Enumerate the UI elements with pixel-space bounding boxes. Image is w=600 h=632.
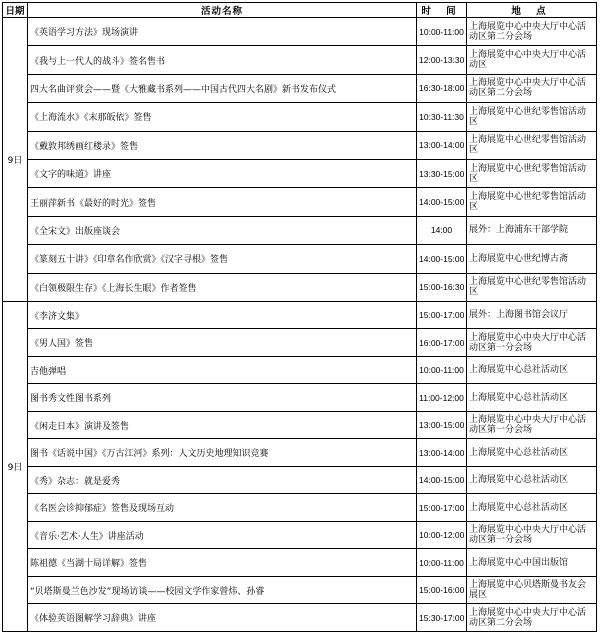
event-time-cell: 14:00-15:00 — [417, 466, 467, 494]
event-time-cell: 13:00-14:00 — [417, 131, 467, 159]
event-title-cell: “贝塔斯曼兰色沙发”现场访谈——校园文学作家曾炜、孙睿 — [28, 576, 417, 604]
event-time-cell: 15:30-17:00 — [417, 604, 467, 632]
event-title-cell: 《篆刻五十讲》《印章名作欣赏》《汉字寻根》签售 — [28, 245, 417, 273]
header-time: 时 间 — [417, 3, 467, 18]
event-title-cell: 《闲走日本》演讲及签售 — [28, 411, 417, 439]
event-time-cell: 14:00-15:00 — [417, 245, 467, 273]
event-place-cell: 上海展览中心中央大厅中心活动区第二分会场 — [467, 18, 597, 46]
event-title-cell: 《音乐·艺术·人生》讲座活动 — [28, 521, 417, 549]
event-title-cell: 《全宋文》出版座谈会 — [28, 216, 417, 244]
event-title-cell: 王丽萍新书《最好的时光》签售 — [28, 188, 417, 216]
table-row — [3, 494, 597, 522]
event-schedule-table — [2, 2, 597, 632]
event-title-cell: 图书《话说中国》《万古江河》系列：人文历史地理知识竞赛 — [28, 439, 417, 467]
table-row — [3, 521, 597, 549]
table-row — [3, 604, 597, 632]
header-row — [3, 3, 597, 18]
event-time-cell: 15:00-17:00 — [417, 494, 467, 522]
event-place-cell: 上海展览中心中央大厅中心活动区 — [467, 46, 597, 74]
event-time-cell: 14:00-15:00 — [417, 188, 467, 216]
event-place-cell: 上海展览中心世纪博古斋 — [467, 245, 597, 273]
event-place-cell: 上海展览中心中央大厅中心活动区第二分会场 — [467, 604, 597, 632]
event-place-cell: 上海展览中心贝塔斯曼书友会展区 — [467, 576, 597, 604]
event-title-cell: 《英语学习方法》现场演讲 — [28, 18, 417, 46]
event-title-cell: 《我与上一代人的战斗》签名售书 — [28, 46, 417, 74]
event-title-cell: 四大名曲评赏会——暨《大雅藏书系列——中国古代四大名剧》新书发布仪式 — [28, 74, 417, 102]
table-row — [3, 384, 597, 412]
event-place-cell: 上海展览中心总社活动区 — [467, 384, 597, 412]
event-title-cell: 吉他弹唱 — [28, 356, 417, 384]
table-row — [3, 576, 597, 604]
table-row — [3, 549, 597, 577]
event-time-cell: 13:00-15:00 — [417, 411, 467, 439]
table-row — [3, 411, 597, 439]
table-row — [3, 329, 597, 357]
event-time-cell: 16:30-18:00 — [417, 74, 467, 102]
event-place-cell: 上海展览中心世纪零售馆活动区 — [467, 131, 597, 159]
event-place-cell: 上海展览中心总社活动区 — [467, 466, 597, 494]
event-time-cell: 10:00-11:00 — [417, 356, 467, 384]
table-row — [3, 159, 597, 187]
table-row — [3, 216, 597, 244]
event-time-cell: 10:30-11:30 — [417, 103, 467, 131]
event-time-cell: 12:00-13:30 — [417, 46, 467, 74]
event-title-cell: 《体验英语图解学习辞典》讲座 — [28, 604, 417, 632]
date-cell: 9日 — [3, 18, 28, 302]
event-place-cell: 上海展览中心世纪零售馆活动区 — [467, 188, 597, 216]
event-title-cell: 陈祖德《当湖十局详解》签售 — [28, 549, 417, 577]
header-title: 活动名称 — [28, 3, 417, 18]
event-place-cell: 上海展览中心中央大厅中心活动区第一分会场 — [467, 329, 597, 357]
event-title-cell: 图书秀文性图书系列 — [28, 384, 417, 412]
event-place-cell: 上海展览中心中央大厅中心活动区第二分会场 — [467, 74, 597, 102]
event-place-cell: 展外：上海图书馆会议厅 — [467, 301, 597, 329]
table-row — [3, 103, 597, 131]
event-title-cell: 《上海流水》《末那皈依》签售 — [28, 103, 417, 131]
event-time-cell: 15:00-16:30 — [417, 273, 467, 301]
event-time-cell: 11:00-12:00 — [417, 384, 467, 412]
event-title-cell: 《李济文集》 — [28, 301, 417, 329]
event-title-cell: 《秀》杂志：就是爱秀 — [28, 466, 417, 494]
event-title-cell: 《白领极限生存》《上海长生眼》作者签售 — [28, 273, 417, 301]
event-title-cell: 《戴敦邦绣画红楼录》签售 — [28, 131, 417, 159]
event-time-cell: 10:00-11:00 — [417, 549, 467, 577]
event-place-cell: 上海展览中心总社活动区 — [467, 356, 597, 384]
event-time-cell: 10:00-12:00 — [417, 521, 467, 549]
event-time-cell: 10:00-11:00 — [417, 18, 467, 46]
event-time-cell: 16:00-17:00 — [417, 329, 467, 357]
event-place-cell: 上海展览中心中国出版馆 — [467, 549, 597, 577]
event-place-cell: 上海展览中心中央大厅中心活动区第一分会场 — [467, 411, 597, 439]
date-cell: 9日 — [3, 301, 28, 631]
table-row — [3, 131, 597, 159]
event-time-cell: 14:00 — [417, 216, 467, 244]
event-place-cell: 上海展览中心世纪零售馆活动区 — [467, 103, 597, 131]
table-row — [3, 439, 597, 467]
event-place-cell: 上海展览中心中央大厅中心活动区第一分会场 — [467, 521, 597, 549]
event-title-cell: 《名医会诊抑郁症》签售及现场互动 — [28, 494, 417, 522]
event-time-cell: 13:00-14:00 — [417, 439, 467, 467]
table-row — [3, 466, 597, 494]
event-title-cell: 《文字的味道》讲座 — [28, 159, 417, 187]
table-row — [3, 245, 597, 273]
table-row — [3, 18, 597, 46]
event-time-cell: 15:00-17:00 — [417, 301, 467, 329]
table-row — [3, 356, 597, 384]
event-place-cell: 展外：上海浦东干部学院 — [467, 216, 597, 244]
table-row — [3, 301, 597, 329]
table-row — [3, 46, 597, 74]
header-place: 地 点 — [467, 3, 597, 18]
table-row — [3, 273, 597, 301]
table-row — [3, 74, 597, 102]
header-date: 日期 — [3, 3, 28, 18]
table-row — [3, 188, 597, 216]
event-place-cell: 上海展览中心总社活动区 — [467, 494, 597, 522]
event-title-cell: 《男人国》签售 — [28, 329, 417, 357]
event-time-cell: 13:30-15:00 — [417, 159, 467, 187]
event-place-cell: 上海展览中心世纪零售馆活动区 — [467, 273, 597, 301]
event-time-cell: 15:00-16:00 — [417, 576, 467, 604]
event-place-cell: 上海展览中心总社活动区 — [467, 439, 597, 467]
event-place-cell: 上海展览中心世纪零售馆活动区 — [467, 159, 597, 187]
